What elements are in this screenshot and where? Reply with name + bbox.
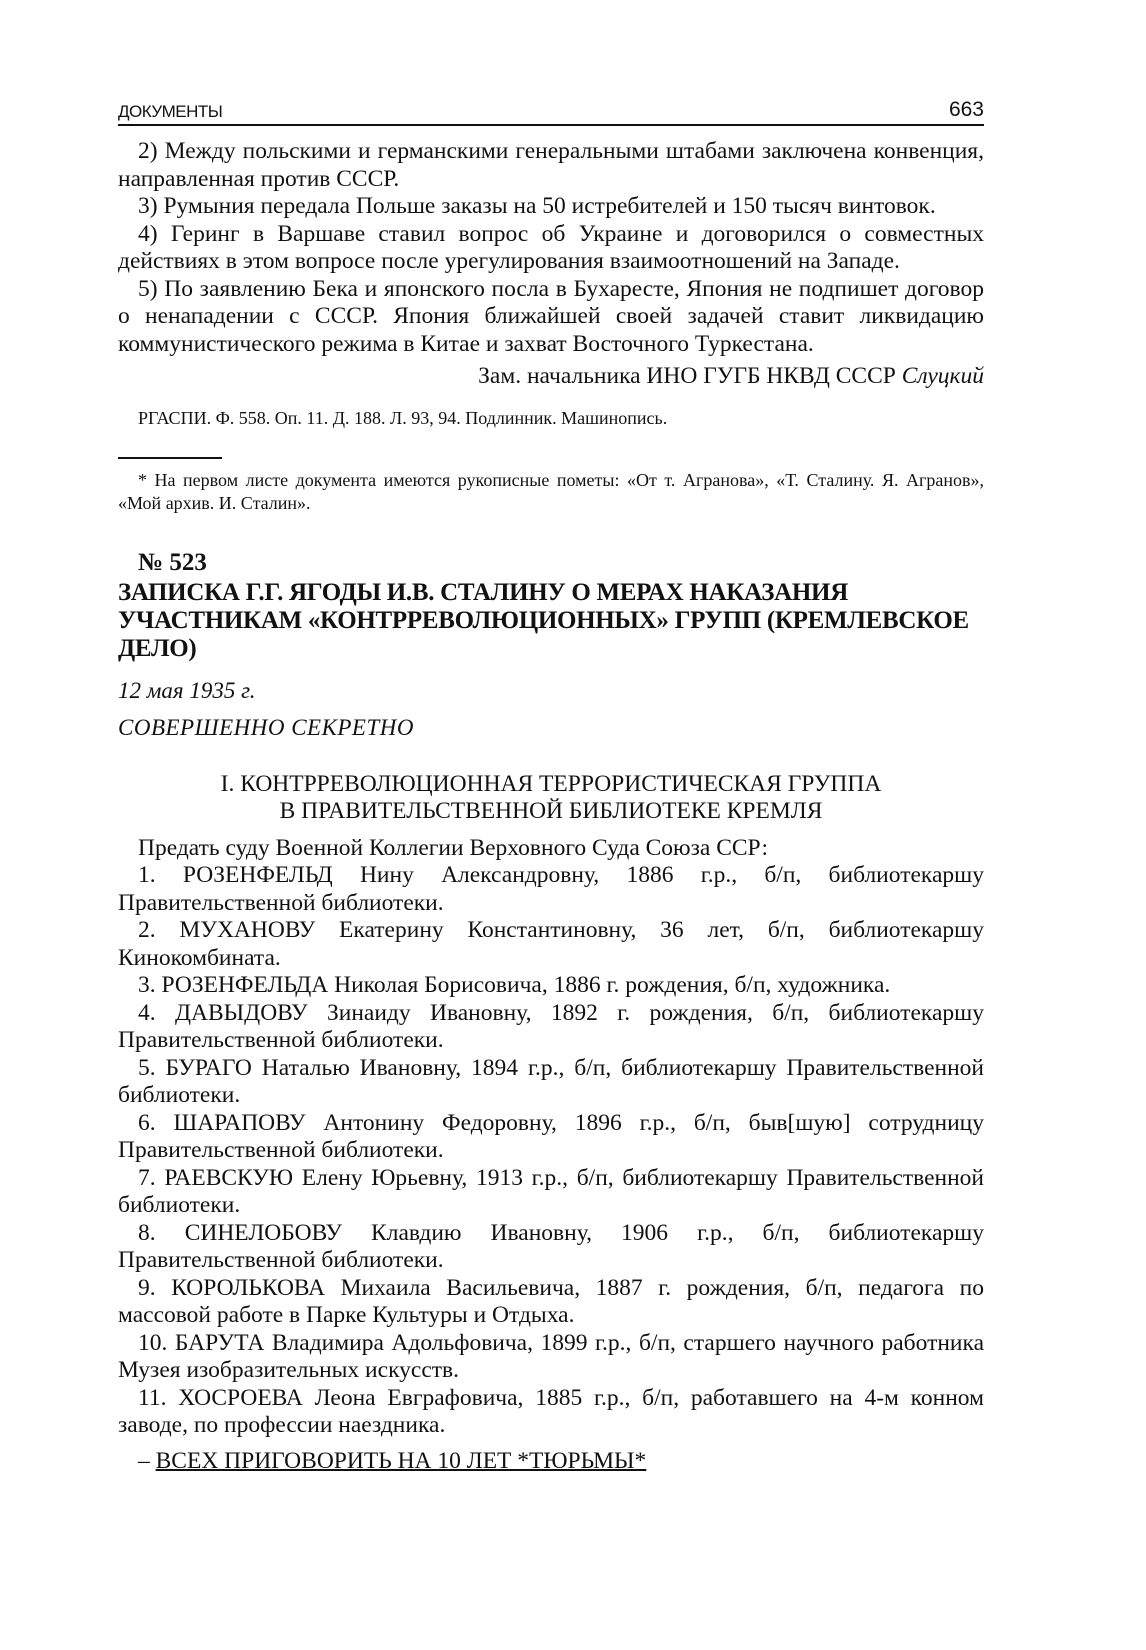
- item-2: 2) Между польскими и германскими генеральными штабами заключена конвенция, направленная против СССР.: [118, 138, 984, 192]
- footnote: * На первом листе документа имеются рукописные пометы: «От т. Агранова», «Т. Сталину. Я. Агранов», «Мой архив. И. Сталин».: [118, 469, 984, 513]
- signature-name: Слуцкий: [901, 363, 984, 389]
- archive-reference: РГАСПИ. Ф. 558. Оп. 11. Д. 188. Л. 93, 94. Подлинник. Машинопись.: [138, 407, 668, 428]
- verdict-text: ВСЕХ ПРИГОВОРИТЬ НА 10 ЛЕТ *ТЮРЬМЫ*: [155, 1447, 647, 1474]
- signature: [118, 363, 984, 391]
- footnote-divider: [118, 457, 222, 459]
- page-header: [118, 92, 984, 126]
- document-page: [118, 92, 984, 1475]
- list-item: 6. ШАРАПОВУ Антонину Федоровну, 1896 г.р., б/п, быв[шую] сотрудницу Правительственной библиотеки.: [118, 1109, 984, 1163]
- signature-position: Зам. начальника ИНО ГУГБ НКВД СССР: [478, 363, 896, 389]
- list-item: 10. БАРУТА Владимира Адольфовича, 1899 г.р., б/п, старшего научного работника Музея изобразительных искусств.: [118, 1329, 984, 1383]
- list-item: 4. ДАВЫДОВУ Зинаиду Ивановну, 1892 г. рождения, б/п, библиотекаршу Правительственной библиотеки.: [118, 999, 984, 1053]
- document-number: № 523: [138, 548, 207, 576]
- document-date: 12 мая 1935 г.: [118, 677, 256, 703]
- item-3: 3) Румыния передала Польше заказы на 50 истребителей и 150 тысяч винтовок.: [138, 193, 936, 219]
- verdict: [138, 1448, 984, 1475]
- section-heading-line-2: В ПРАВИТЕЛЬСТВЕННОЙ БИБЛИОТЕКЕ КРЕМЛЯ: [279, 797, 823, 824]
- list-item: 11. ХОСРОЕВА Леона Евграфовича, 1885 г.р., б/п, работавшего на 4-м конном заводе, по профессии наездника.: [118, 1384, 984, 1438]
- persons-list: [118, 862, 984, 1440]
- list-item: 8. СИНЕЛОБОВУ Клавдию Ивановну, 1906 г.р., б/п, библиотекаршу Правительственной библиотеки.: [118, 1219, 984, 1273]
- running-title: ДОКУМЕНТЫ: [118, 102, 223, 121]
- verdict-dash: –: [138, 1447, 156, 1474]
- document-title: ЗАПИСКА Г.Г. ЯГОДЫ И.В. СТАЛИНУ О МЕРАХ НАКАЗАНИЯ УЧАСТНИКАМ «КОНТРРЕВОЛЮЦИОННЫХ» ГРУПП (КРЕМЛЕВСКОЕ ДЕЛО): [118, 578, 969, 662]
- list-item: 2. МУХАНОВУ Екатерину Константиновну, 36 лет, б/п, библиотекаршу Кинокомбината.: [118, 917, 984, 971]
- classification-label: СОВЕРШЕННО СЕКРЕТНО: [118, 714, 414, 740]
- continued-items: [118, 138, 984, 358]
- list-item: 1. РОЗЕНФЕЛЬД Нину Александровну, 1886 г.р., б/п, библиотекаршу Правительственной библиотеки.: [118, 862, 984, 916]
- list-item: 5. БУРАГО Наталью Ивановну, 1894 г.р., б/п, библиотекаршу Правительственной библиотеки.: [118, 1054, 984, 1108]
- section-heading: [118, 771, 984, 825]
- list-item: 3. РОЗЕНФЕЛЬДА Николая Борисовича, 1886 г. рождения, б/п, художника.: [138, 972, 891, 998]
- item-4: 4) Геринг в Варшаве ставил вопрос об Украине и договорился о совместных действиях в этом вопросе после урегулирования взаимоотношений на Западе.: [118, 220, 984, 274]
- section-heading-line-1: I. КОНТРРЕВОЛЮЦИОННАЯ ТЕРРОРИСТИЧЕСКАЯ ГРУППА: [220, 770, 882, 797]
- intro-text: Предать суду Военной Коллегии Верховного Суда Союза ССР:: [138, 834, 769, 861]
- list-item: 7. РАЕВСКУЮ Елену Юрьевну, 1913 г.р., б/п, библиотекаршу Правительственной библиотеки.: [118, 1164, 984, 1218]
- list-item: 9. КОРОЛЬКОВА Михаила Васильевича, 1887 г. рождения, б/п, педагога по массовой работе в Парке Культуры и Отдыха.: [118, 1274, 984, 1328]
- page-number: 663: [948, 98, 984, 121]
- item-5: 5) По заявлению Бека и японского посла в Бухаресте, Япония не подпишет договор о ненападении с СССР. Япония ближайшей своей задачей ставит ликвидацию коммунистического режима в Китае и захват Восточного Туркестана.: [118, 275, 984, 357]
